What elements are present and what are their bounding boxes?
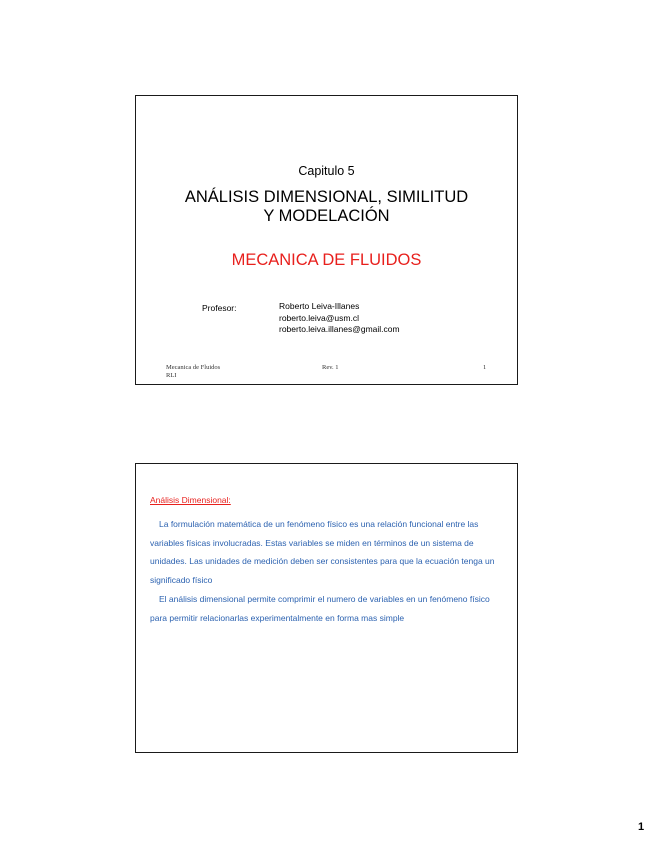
title-line-2: Y MODELACIÓN [263,207,390,225]
professor-email-usm: roberto.leiva@usm.cl [279,312,359,323]
footer-course: Mecanica de Fluidos [166,364,221,371]
professor-name: Roberto Leiva-Illanes [279,301,360,311]
professor-label: Profesor: [202,303,237,313]
professor-email-gmail: roberto.leiva.illanes@gmail.com [279,324,400,334]
title-line-1: ANÁLISIS DIMENSIONAL, SIMILITUD [184,188,469,206]
slide-footer-left [166,364,220,379]
paragraph-1-text: La formulación matemática de un fenómeno físico es una relación funcional entre las variables físicas involucradas. Estas variables se miden en términos de un sistema de unidades. Las unidades de medición deben ser consistentes para que la ecuación tenga un significado físico [150,519,495,585]
slide-title [135,95,518,385]
professor-info [279,301,400,336]
slide-footer-revision: Rev. 1 [322,364,339,371]
footer-initials: RLI [166,371,177,379]
section-heading: Análisis Dimensional: [150,495,231,505]
chapter-label: Capitulo 5 [298,164,355,178]
course-subject: MECANICA DE FLUIDOS [231,251,422,269]
paragraph-2-text: El análisis dimensional permite comprimir el numero de variables en un fenómeno físico para permitir relacionarlas experimentalmente en forma mas simple [150,594,490,623]
paragraph-2 [150,590,500,627]
slide-title-text [136,188,517,226]
page-number: 1 [638,821,645,833]
paragraph-1 [150,515,500,589]
slide-footer-number: 1 [483,364,487,371]
slide-content [135,463,518,753]
